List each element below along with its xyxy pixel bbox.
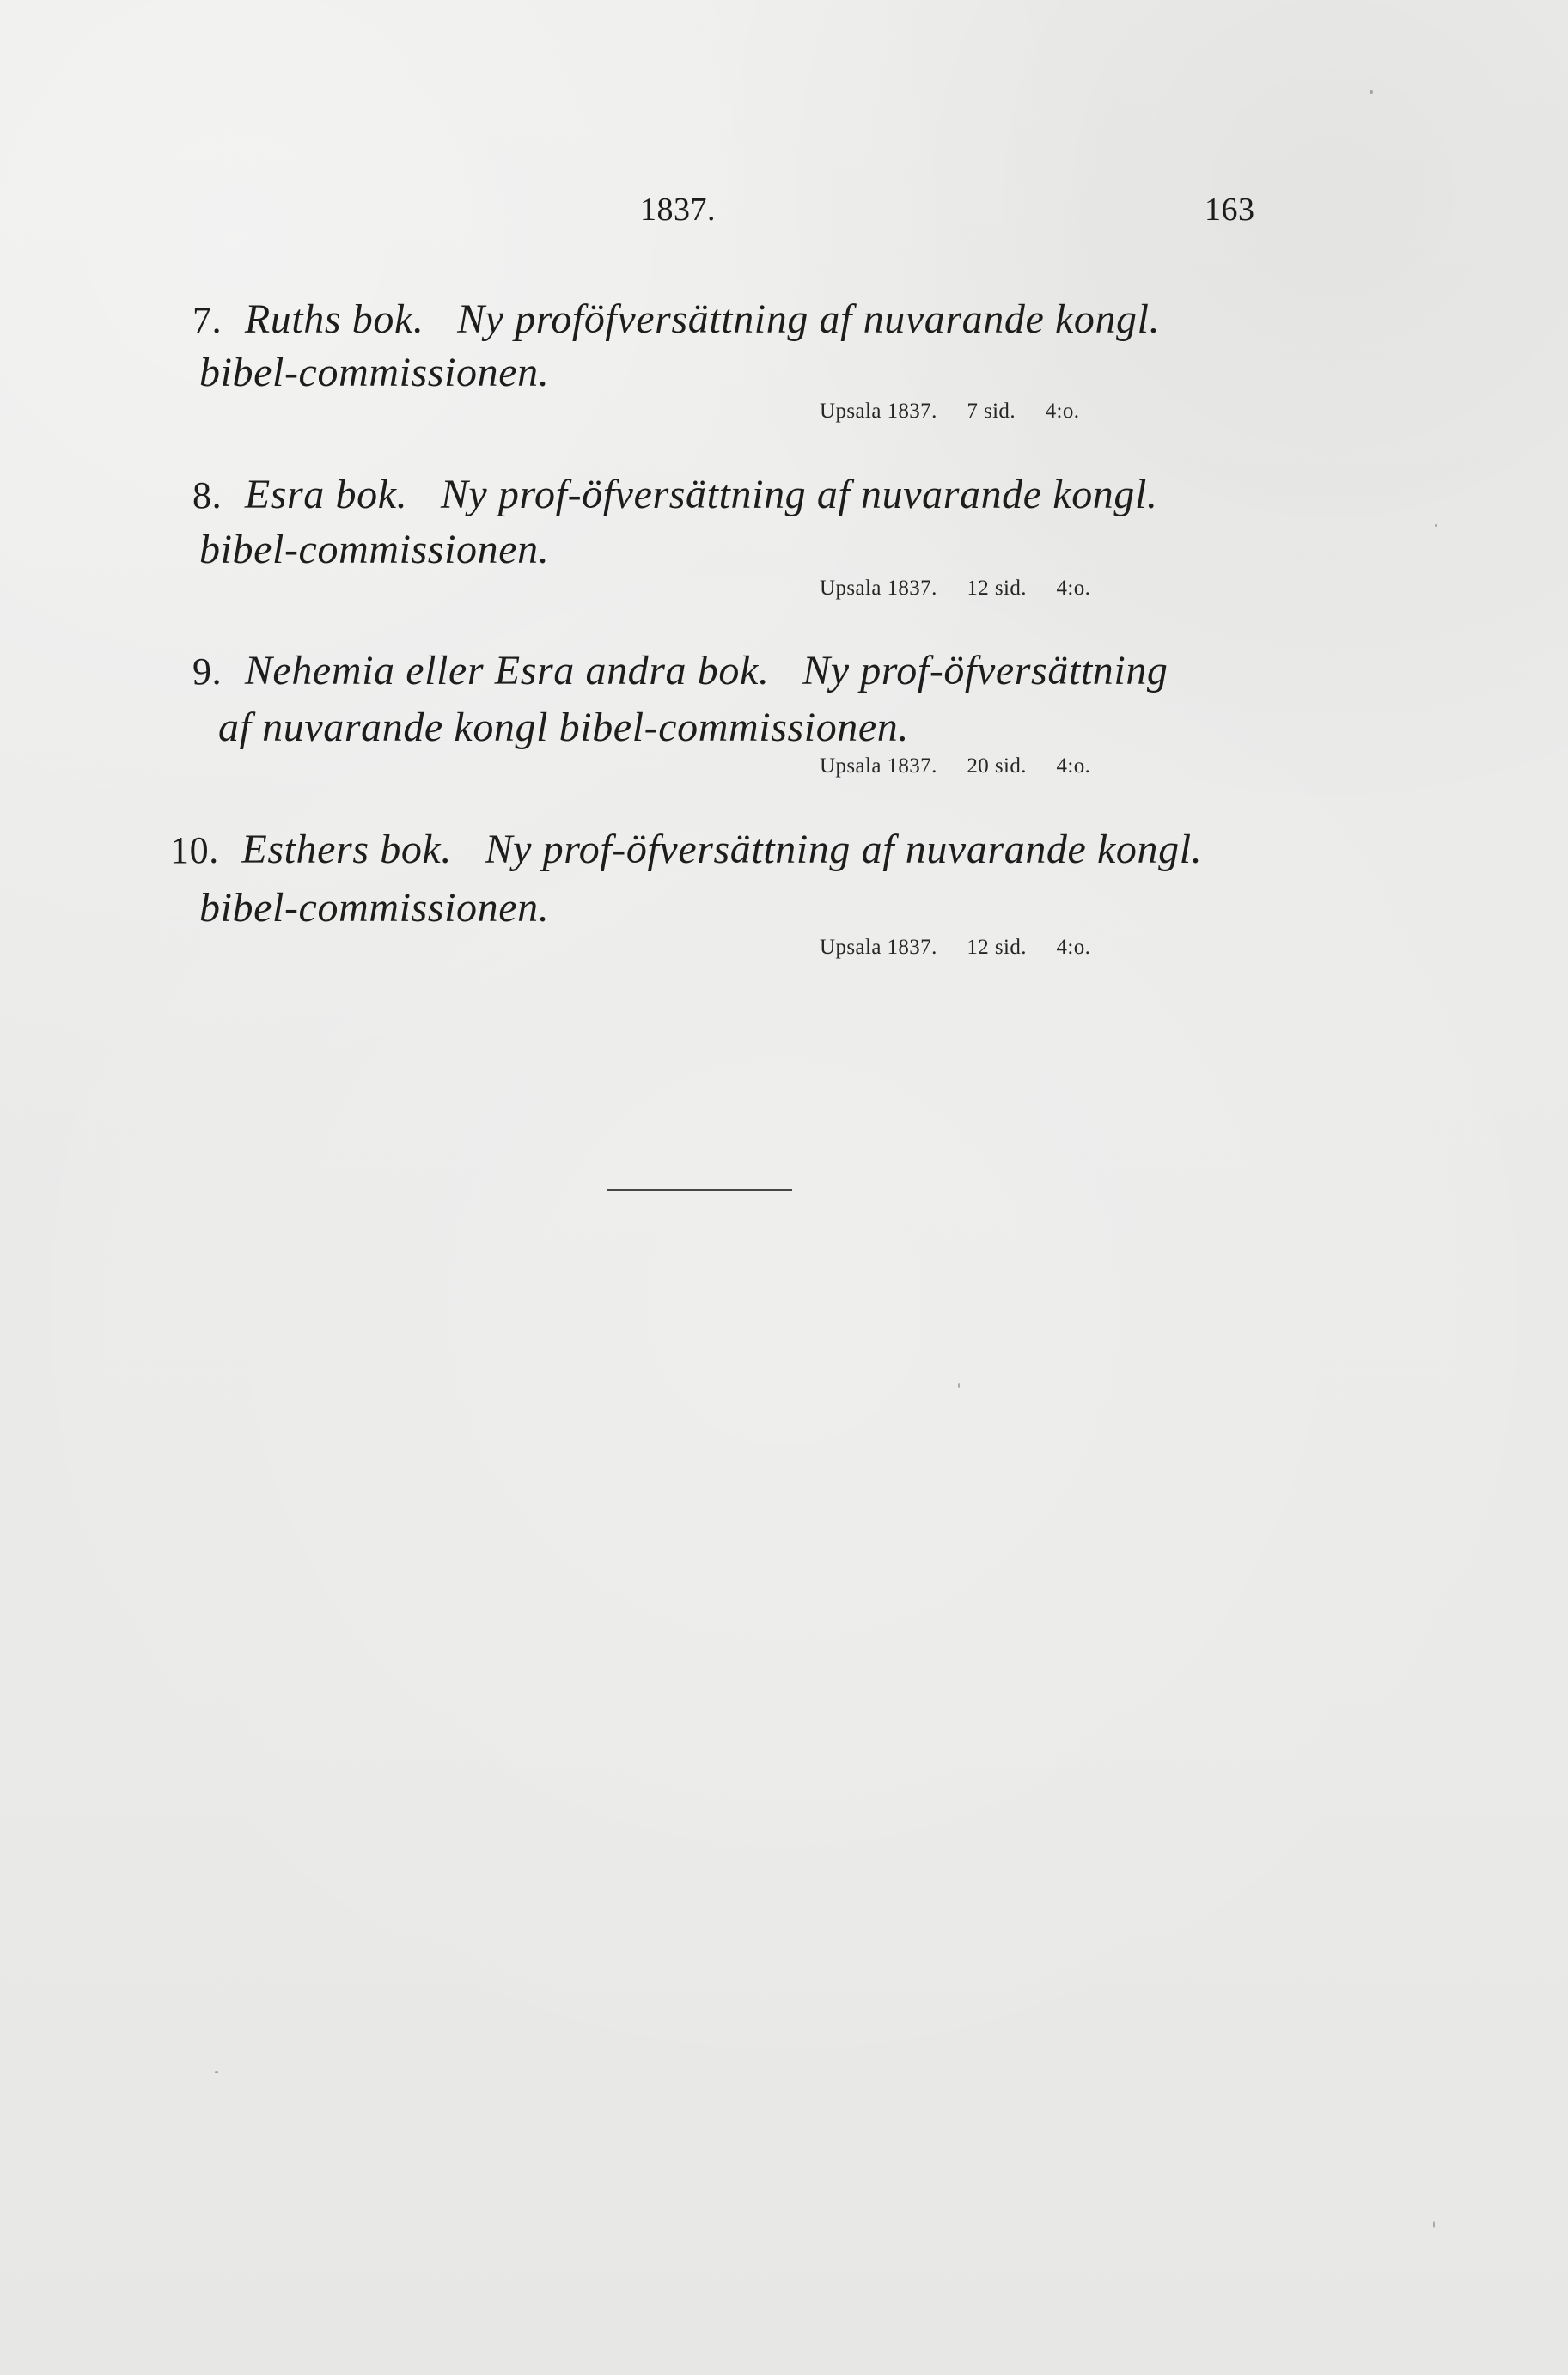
paper-speck: [1370, 90, 1373, 94]
entry-main-line: [170, 829, 1202, 870]
imprint-place-year: Upsala 1837.: [820, 400, 937, 423]
imprint-place-year: Upsala 1837.: [820, 754, 937, 778]
entry-imprint: [820, 754, 1090, 778]
entry-title: Esthers bok.: [241, 827, 452, 872]
imprint-format: 4:o.: [1056, 936, 1091, 959]
paper-speck: [958, 1383, 960, 1388]
entry-main-line: [192, 296, 1161, 342]
entry-description-line1: Ny prof-öfversättning: [802, 648, 1168, 693]
entry-description-line2: bibel-commissionen.: [199, 350, 550, 395]
imprint-place-year: Upsala 1837.: [820, 577, 937, 600]
entry-description-line2: bibel-commissionen.: [199, 885, 550, 931]
entry-title: Ruths bok.: [244, 296, 424, 342]
imprint-format: 4:o.: [1056, 577, 1091, 600]
imprint-place-year: Upsala 1837.: [820, 936, 937, 959]
paper-speck: [1435, 524, 1437, 527]
imprint-pages: 12 sid.: [967, 936, 1027, 959]
imprint-format: 4:o.: [1056, 754, 1091, 778]
imprint-pages: 12 sid.: [967, 577, 1027, 600]
running-head: [0, 191, 1568, 242]
page-year: 1837.: [640, 192, 716, 228]
entry-description-line2: af nuvarande kongl bibel-commissionen.: [218, 705, 909, 750]
entry-main-line: [192, 474, 1158, 516]
entry-imprint: [820, 577, 1090, 601]
entry-number: 7.: [192, 299, 223, 341]
entry-number: 8.: [192, 474, 223, 516]
entry-imprint: [820, 936, 1090, 960]
entry-number: 9.: [192, 650, 223, 693]
entry-number: 10.: [170, 829, 219, 871]
paper-speck: [215, 2071, 218, 2073]
section-divider: [607, 1189, 792, 1191]
imprint-pages: 7 sid.: [967, 400, 1016, 423]
entry-description-line1: Ny prof-öfversättning af nuvarande kongl.: [485, 827, 1203, 872]
imprint-format: 4:o.: [1045, 400, 1080, 423]
entry-imprint: [820, 400, 1079, 424]
paper-speck: [1433, 2221, 1435, 2228]
entry-description-line2: bibel-commissionen.: [199, 527, 550, 572]
entry-main-line: [192, 650, 1168, 692]
page-number: 163: [1205, 192, 1255, 228]
imprint-pages: 20 sid.: [967, 754, 1027, 778]
entry-title: Nehemia eller Esra andra bok.: [244, 648, 770, 693]
entry-description-line1: Ny proföfversättning af nuvarande kongl.: [457, 296, 1161, 342]
entry-description-line1: Ny prof-öfversättning af nuvarande kongl.: [440, 472, 1158, 517]
entry-title: Esra bok.: [244, 472, 408, 517]
